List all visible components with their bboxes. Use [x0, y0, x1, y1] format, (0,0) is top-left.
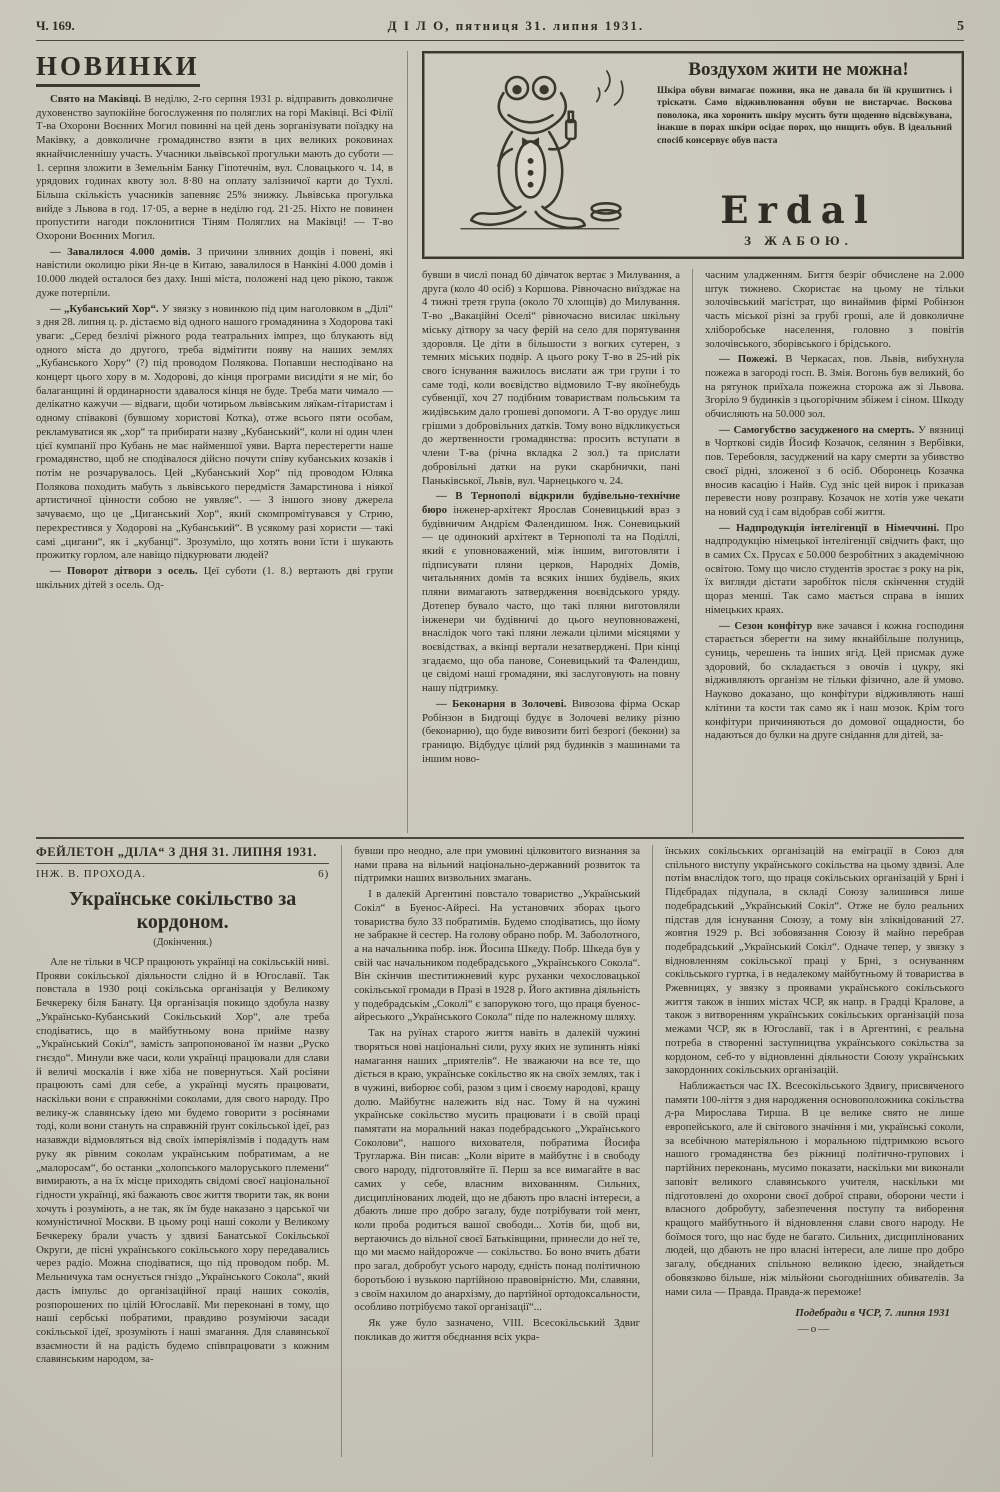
news-item-text: В Черкасах, пов. Львів, вибухнула пожежа в загороді госп. В. Змія. Вогонь був великий, бо на рятунок приїхала пожежна сторожа аж зі Львова. Згоріло 9 будинків з цьогорічним збіжем і сіном. Шкоду обчисляють на 50.000 зол.: [705, 353, 964, 421]
news-item: [36, 246, 393, 301]
news-item: [36, 565, 393, 592]
ad-brand-logo: Erdal: [720, 188, 877, 232]
news-item-lead: — Пожежі.: [719, 353, 778, 366]
middle-column: [422, 269, 693, 833]
feuilleton-paragraph: бувши про неодно, але при умовині цілковитого визнання за нами права на вільний національно-державний розвиток та підтримки наших визвольних змагань.: [354, 845, 641, 885]
news-item-lead: — Завалилося 4.000 домів.: [50, 245, 191, 258]
feuilleton-paragraph: їнських сокільських організацій на еміграції в Союз для спільного виступу українського сокільства на цьому здвизі. Але потім внаслідок того, що праця сокільських організацій у Брні і Підєбрадах підупала, в складі Союзу залишився лише подебрадський „Український Сокіл“. Отже не було реальних підстав для існування Союзу, а тому він зліквідований 27. жовтня 1929 р. Всі зобовязання Союзу й майно перебрав подебрадський „Український Сокіл“. Одначе тепер, у звязку з відновленням сокільської праці у Брні, з оснуванням сокільського гуртка, і в недалекому майбутньому й товариства в Ржевницях, у звязку з проявами українського сокільського життя також в інших містах ЧСР, як напр. в Градці Кралове, а також з витворенням українських сокільських організацій поза межами ЧСР, як в Югославії, так і в Аргентині, є реальна потреба в створенні заступництва українського сокільства за кордоном, себ-то у відновленні діяльности Союзу українських закордонних сокільських організацій.: [665, 845, 964, 1077]
news-item: [705, 424, 964, 520]
news-item-text: У вязниці в Чорткові сидів Йосиф Козачок, селянин з Вербівки, пов. Теребовля, засуджений на кару смерти за убивство своєї рідні, зложеної з 6 осіб. Оборонець Козачка вносив касацію і Найв. Суд зніс цей вирок і приказав перевести нову розправу. Козачок не хотів уже чекати на новий суд і сам відобрав собі життя.: [705, 423, 964, 518]
news-item-lead: — Беконарня в Золочеві.: [436, 697, 567, 710]
end-ornament: —о—: [797, 1323, 832, 1336]
top-section: [36, 51, 964, 833]
news-item: [36, 93, 393, 244]
feuilleton-signature: Подебради в ЧСР, 7. липня 1931: [795, 1307, 950, 1320]
news-item-text: Про надпродукцію німецької інтелігенції свідчить факт, що в самих Сх. Прусах є 50.000 безробітних з академічною освітою. Тому що число студентів зростає з року на рік, їх вигляди дістати заробіток після скінчення студій щораз менші. Так само мається справа в інших німецьких краях.: [705, 521, 964, 616]
ad-headline: Воздухом жити не можна!: [688, 59, 909, 80]
page-number: 5: [957, 19, 964, 34]
issue-number: Ч. 169.: [36, 18, 75, 33]
feuilleton-header: ФЕЙЛЕТОН „ДІЛА“ З ДНЯ 31. ЛИПНЯ 1931.: [36, 845, 329, 864]
news-item-lead: — Надпродукція інтелігенції в Німеччині.: [719, 521, 940, 534]
feuilleton-section: [36, 845, 964, 1457]
feuilleton-subtitle: (Докінчення.): [153, 937, 212, 948]
news-item: [705, 353, 964, 422]
news-item: [422, 490, 680, 696]
news-item-text: часним уладженням. Биття безріг обчислене на 2.000 штук тижнево. Скористає на цьому не тільки золочівський магістрат, що винаймив фірмі Робінзон часть міської різні за грубі гроші, але й довколичне хліборобське населення, головно з повітів золочівського, зборівського і брідського.: [705, 269, 964, 350]
ad-tagline: З ЖАБОЮ.: [744, 233, 853, 248]
feuilleton-author: ІНЖ. В. ПРОХОДА.: [36, 868, 147, 880]
right-area: [408, 51, 964, 833]
feuilleton-paragraph: Наближається час ІХ. Всесокільського Здвигу, присвяченого памяти 100-ліття з дня народження основоположника сокільства д-ра Мирослава Тирша. В це велике свято не лише европейського, але й світового значіння і ми, українські соколи, за всебічною матеріяльною і моральною підтримкою всього нашого громадянства без ріжниці політично-групових і партійних переконань, мусимо показати, наскільки ми виконали заповіт великого славянського учителя, наскільки ми підготовлені до охорони своєї доброї справи, оборони чести і власного добробуту, забезпечення поступу та виборення кращого майбутнього й відновлення слави свого народу. Не боїмося того, що нас буде не багато. Сильних, дисциплінованих людей, що дбають не про власні інтереси, але лише про добро загалу, обєднаних спільною великою ідеєю, знайдеться обовязково більше, ніж мільйони сьогоднішних обивателів. За нами сила — Правда. Правда-ж переможе!: [665, 1079, 964, 1298]
news-item: [422, 269, 680, 488]
ad-content: [639, 59, 952, 251]
feuilleton-column-1: [36, 845, 342, 1457]
news-item-lead: — В Тернополі відкрили будівельно-технічне бюро: [422, 490, 680, 516]
news-item-lead: — Самогубство засудженого на смерть.: [719, 423, 915, 436]
news-item: [705, 269, 964, 351]
ad-body-text: Шкіра обуви вимагає поживи, яка не давала би їй крушитись і тріскати. Само відживлювання обуви не вистарчає. Воскова поволока, яка хоронить шкіру мусить бути щоденно відсвіжувана, інакше в порах шкіри осідає порох, що нищить обув. В ідеальний спосіб консервує обув паста: [657, 85, 952, 146]
page-header: [36, 18, 964, 41]
news-item-text: інженер-архітект Ярослав Соневицький враз з будівничим Андрієм Фалендишом. Інж. Соневицький — це одинокий архітект в Тернополі та на Поділлі, який є уповноважений, між іншим, виготовляти і підписувати пляни церков, Народніх Домів, читальняних домів та всяких інших будівель, яких пляни вимагають затвердження воєвідського уряду. Дотепер бувало часто, що такі пляни виготовляли інженери чи будівничі до цього неуповноважені, внаслідок чого такі пляни лежали цілими місяцями у воєвідствах, а вкінці вертали незатверджені. При кінці згадаємо, що оба панове, Соневицький та Фалендиш, це свідомі наші громадяни, які заслуговують на повну нашу підтримку.: [422, 503, 680, 695]
news-item-text: вже зачався і кожна господиня старається зберегти на зиму якнайбільше полуниць, суниць, черешень та інших ягід. Цей присмак дуже здоровий, бо складається з овочів і цукру, які відживляють організм не тільки фізично, але й умово. Науково доказано, що конфітури відживляють наші клітини та кости так само як і наш мозок. Крім того конфітури причиняються до домової ощадности, бо надаються до булки на друге снідання для дітей, за-: [705, 619, 964, 742]
news-item-lead: — Сезон конфітур: [719, 619, 813, 632]
news-item-text: Цеї суботи (1. 8.) вертають дві групи шкільних дітей з осель. Од-: [36, 564, 394, 591]
right-column: [693, 269, 964, 833]
news-item-lead: Свято на Маківці.: [50, 93, 141, 105]
frog-illustration: [434, 59, 639, 251]
news-item-text: Вивозова фірма Оскар Робінзон в Бидгощі будує в Золочеві велику різню (беконарню), що буде вивозити биті безрогі (бекони) за границю. Відбудує цілий ряд будинків з машинами та іншим ново-: [422, 697, 680, 765]
feuilleton-paragraph: І в далекій Аргентині повстало товариство „Український Сокіл“ в Буенос-Айресі. На установчих зборах цього товариства було 33 побратимів. Будемо сподіватись, що йому не забракне й сестер. На голову обрано побр. М. Заболотного, а на начальника побр. інж. Йосипа Шкеду. Побр. Шкеда був у свій час начальником подебрадського „Українського Сокола“. Він скінчив шеститижневий курс руханки чехословацької сокільської громади в Празі в 1928 р. Його активна діяльність у подебрадськім „Соколі“ є запорукою того, що праця буенос-айреського „Українського Сокола“ піде по належному шляху.: [354, 888, 641, 1024]
masthead-title: Д І Л О, пятниця 31. липня 1931.: [387, 18, 645, 33]
news-section-title: НОВИНКИ: [36, 51, 200, 87]
feuilleton-paragraph: Але не тільки в ЧСР працюють українці на сокільській ниві. Прояви сокільської діяльности слідно й в Югославії. Так повстала в 1930 році сокільська організація у Великому Бечкереку біля Банату. Ця організація покищо здобула назву „Українсько-Кубанський Сокільський Хор“, але треба сподіватись, що в майбутньому вона прийме назву „Український Сокіл“, замість запропонованої їм назви „Руско гнєздо“. Минули вже часи, коли українці працювали для слави й величі москалів і вже хіба не повернуться. Хай росіяни працюють самі для себе, а українці мусять працювати, наскільки вони є справжніми соколами, для свого народу. Про велику-ж славянську ідею ми будемо говорити з росіянами тоді, коли вони стануть на справжній ґрунт сокільської ідеї, раз назавжди відмовляться від своїх імперіялізмів і подадуть нам руку як рівним соколам українським побратимам, а не „малоросам“, бо останки „холопського малоруського племени“ вимирають, а на їх місце приходять свідомі своєї національної гідности українці, які бажають своє життя творити так, як вони хочуть і розуміють, а не так, як їм буде наказано з царської чи комуністичної Москви. В цьому році наші соколи у Великому Бечкереку брали участь у здвизі Банатської Сокільської Округи, де пісні українського сокільського хору передавались через радіо. Можна сподіватися, що під проводом побр. М. Мельничука там оснується гніздо „Українського Сокола“, який дасть імпульс до організаційної праці наших соколів, розпорошених по цілій Югославії. Ми переконані в тому, що наші сербські побратими, правдиво розуміючи засади сокільської ідеї, зрозуміють і наші змагання. Для славянської взаємности й на радість будемо співпрацювати з кожним славянським народом, за-: [36, 956, 330, 1366]
news-item: [705, 620, 964, 743]
news-column: [36, 51, 408, 833]
shoe-polish-advertisement: [422, 51, 964, 259]
feuilleton-column-2: [342, 845, 653, 1457]
news-item-lead: — „Кубанський Хор“.: [50, 302, 159, 315]
news-item-text: У звязку з новинкою під цим наголовком в „Ділі“ з дня 28. липня ц. р. дістаємо від одного нашого громадянина з Ходорова такі уваги: „Серед безлічі ріжного рода театральних імпрез, що блукають від одного міста до другого, треба відмітити появу на наших землях „Кубанського Хору“ (?) під проводом Полякова. Попавши несподівано на концерт цього хору в м. Ходорові, до кінця програми висидіти я не міг, бо балаганщині й ординарности здавалося кінця не буде. Треба мати чимало — делікатно кажучи — відваги, щоби чотирьом львівським ляїкам-гітаристам і одному співакові (бувшому хористові Котка), отже всього пяти особам, рекламуватися як „хор“ та прибирати назву „Кубанський“, коли ні один член цієї кумпанії про Кубань не має найменшої уяви. Варта перестерегти наше громадянство, щоб не сподівалося дійсно почути співу кубанських козаків і потім не розчарувалось. Цей „Кубанський Хор“ під проводом Юляка Полякова походить мабуть з львівського передмістя Замарстинова і ніякої артистичної цінности собою не уявляє“. — З іншого знову джерела зачуваємо, що це „Циганський Хор“, який скомпромітувався у Стрию, перехрестився у Ходорові на „Кубанський“. В усякому разі хористи — такі самі „цигани“, як і „кубанці“. Зрозуміло, що хотять вони їсти і шукають прожитку горлом, але навіщо підкурювати людей?: [36, 302, 394, 562]
news-continuation-columns: [422, 269, 964, 833]
feuilleton-part-number: 6): [318, 868, 330, 880]
news-item: [422, 698, 680, 767]
news-item-text: З причини зливних дощів і повені, які навістили околицю ріки Ян-це в Китаю, завалилося в Нанкіні 4.000 домів і 10.000 людей осталося без даху. Інші міста, положені над цею рікою, також дуже потерпіли.: [36, 245, 393, 299]
feuilleton-paragraph: Як уже було зазначено, VIII. Всесокільський Здвиг покликав до життя обєднання всіх укра-: [354, 1316, 641, 1343]
feuilleton-column-3: [653, 845, 964, 1457]
feuilleton-byline: [36, 868, 329, 880]
news-item-lead: — Поворот дітвори з осель.: [50, 564, 198, 577]
news-item-text: бувши в числі понад 60 дівчаток вертає з Милування, а друга (коло 40 осіб) з Коршова. Рівночасно виїзджає на 4 тижні третя група (около 70 хлопців) до Милування. Т-во „Вакаційні Оселі“ рівночасно висилає шкільну міську дітвору за часу ферій на село для порятування здоровля. Це діти в більшости з вогких сутерен, з темних міських подвір. А цього року Т-во в 25-ий рік свого існування важилось вислати аж три групи і то саме тоді, коли воєвідство відмовило Т-ву якоїнебудь субвенції, хоч 27 подібним товариствам польським та жидівським дало грошеві допомоги. А Т-во орудує лиш грішми з добровільних датків. Тому воно відкликується до жертвенности громадянства: просить вступати в члени Т-ва (річна вкладка 2 зол.) та прислати добровільні датки на руки скарбнички, пані Паньківської, Львів, вул. Чарнецького ч. 24.: [422, 269, 680, 487]
feuilleton-paragraph: Так на руїнах старого життя навіть в далекій чужині творяться нові національні сили, руху яких не зупинять ніякі намагання наших „приятелів“. Не зважаючи на все те, що діється в краю, українське сокільство як на своїх землях, так і в чужині, виборює собі, разом з цим і своєму народові, кращу долю. Майбутнє належить від нас. Тому й на чужині українське сокільство мусить працювати і в своїй праці памятати на моральний наказ подебрадського „Українського Соколови“, нашого вихователя, побратима Йосифа Тругларжа. Він писав: „Коли вірите в майбутнє і в свободу свого народу, підготовляйте її. Перш за все вимагайте в вас самих у себе, власним вихованням. Сильних, дисциплінованих людей, що не дбають про власні інтереси, а дбають лише про добро загалу, буде потрібувати той мент, коли проба родиться вашої свободи... Хотів би, щоб ви, вертаючись до вільної своєї Батьківщини, принесли до неї те, що ми маємо найдорожче — сокільство. Бо воно вчить дбати про загал, добробут усього народу, єдність понад політичною боротьбою і вузькою партійною правовірністю. Ми, славяни, з своїм нахилом до анархізму, до партійної ортодоксальности, особливо потрібуємо такої організації“...: [354, 1027, 641, 1314]
news-item: [36, 303, 393, 563]
section-divider: [36, 837, 964, 839]
news-item-text: В неділю, 2-го серпня 1931 р. відправить довколичне духовенство заупокійне богослуження по поляглих на горі Маківці. Всі Філії Т-ва Охорони Воєнних Могил повинні на цей день зорганізувати поїздку на Маківку, а довколичне громадянство взяти в цих великих роковинах якнайчисленнішу участь. Учасники львівської прогульки мають до суботи — 1. серпня зложити в Земельнім Банку Гіпотечнім, вул. Словацького ч. 14, в урядових годинах квоту зол. 8·80 на оплату залізничої карти до Тухлі. Більша скількість учасників запевняє 25% знижку. Львівська прогулька вийде з Львова в год. 17·05, а верне в неділю год. 21·25. Ніхто не повинен пропустити нагоди поклонитися Тіням Поляглих на Маківці! — Т-во Охорони Воєнних Могил.: [36, 93, 393, 243]
news-item: [705, 522, 964, 618]
feuilleton-title: Українське сокільство за кордоном.: [68, 888, 297, 933]
